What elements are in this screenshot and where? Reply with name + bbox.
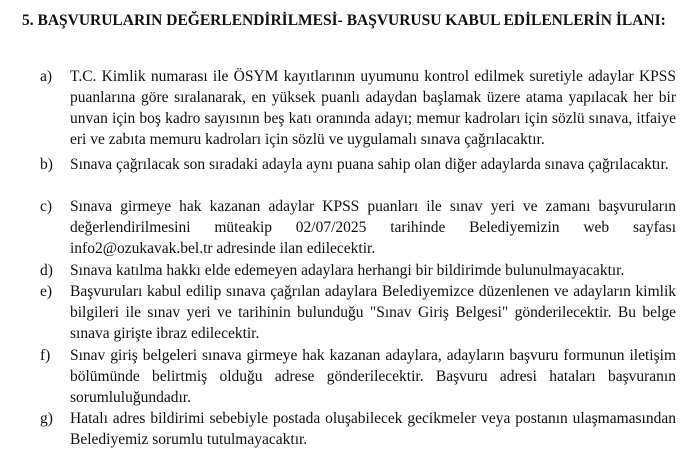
list-marker: d)	[40, 262, 53, 279]
list-marker: f)	[40, 347, 51, 364]
section-heading: 5. BAŞVURULARIN DEĞERLENDİRİLMESİ- BAŞVURUSU KABUL EDİLENLERİN İLANI:	[22, 12, 666, 29]
list-item-text: Sınava girmeye hak kazanan adaylar KPSS puanları ile sınav yeri ve zamanı başvuruların değerlendirilmesini müteakip 02/07/2025 tarihinde Belediyemizin web sayfası info2@ozukavak.bel.tr adresinde ilan edilecektir.	[70, 198, 676, 257]
list-marker: e)	[40, 283, 53, 300]
list-marker: g)	[40, 410, 53, 427]
list-item-text: Sınav giriş belgeleri sınava girmeye hak kazanan adaylara, adayların başvuru formunun iletişim bölümünde belirtmiş olduğu adrese gönderilecektir. Başvuru adresi hataları başvuranın sorumluluğundadır.	[70, 347, 676, 406]
list-item-text: Sınava çağrılacak son sıradaki adayla aynı puana sahip olan diğer adaylarda sınava çağrılacaktır.	[70, 156, 669, 173]
list-item-text: Sınava katılma hakkı elde edemeyen adaylara herhangi bir bildirimde bulunulmayacaktır.	[70, 262, 625, 279]
list-item-text: Başvuruları kabul edilip sınava çağrılan adaylara Belediyemizce düzenlenen ve adayların kimlik bilgileri ile sınav yeri ve tarihinin bulunduğu "Sınav Giriş Belgesi" gönderilecektir. Bu belge sınava girişte ibraz edilecektir.	[70, 283, 676, 342]
list-marker: c)	[40, 198, 53, 215]
list-item-text: T.C. Kimlik numarası ile ÖSYM kayıtlarının uyumunu kontrol edilmek suretiyle adaylar KPSS puanlarına göre sıralanarak, en yüksek puanlı adaydan başlamak üzere atama yapılacak her bir unvan için boş kadro sayısının beş katı oranında adayı; memur kadroları için sözlü sınava, itfaiye eri ve zabıta memuru kadroları için sözlü ve uygulamalı sınava çağrılacaktır.	[70, 68, 676, 148]
list-marker: b)	[40, 156, 53, 173]
list-marker: a)	[40, 68, 53, 85]
list-item-text: Hatalı adres bildirimi sebebiyle postada oluşabilecek gecikmeler veya postanın ulaşmamasından Belediyemiz sorumlu tutulmayacaktır.	[70, 410, 676, 448]
